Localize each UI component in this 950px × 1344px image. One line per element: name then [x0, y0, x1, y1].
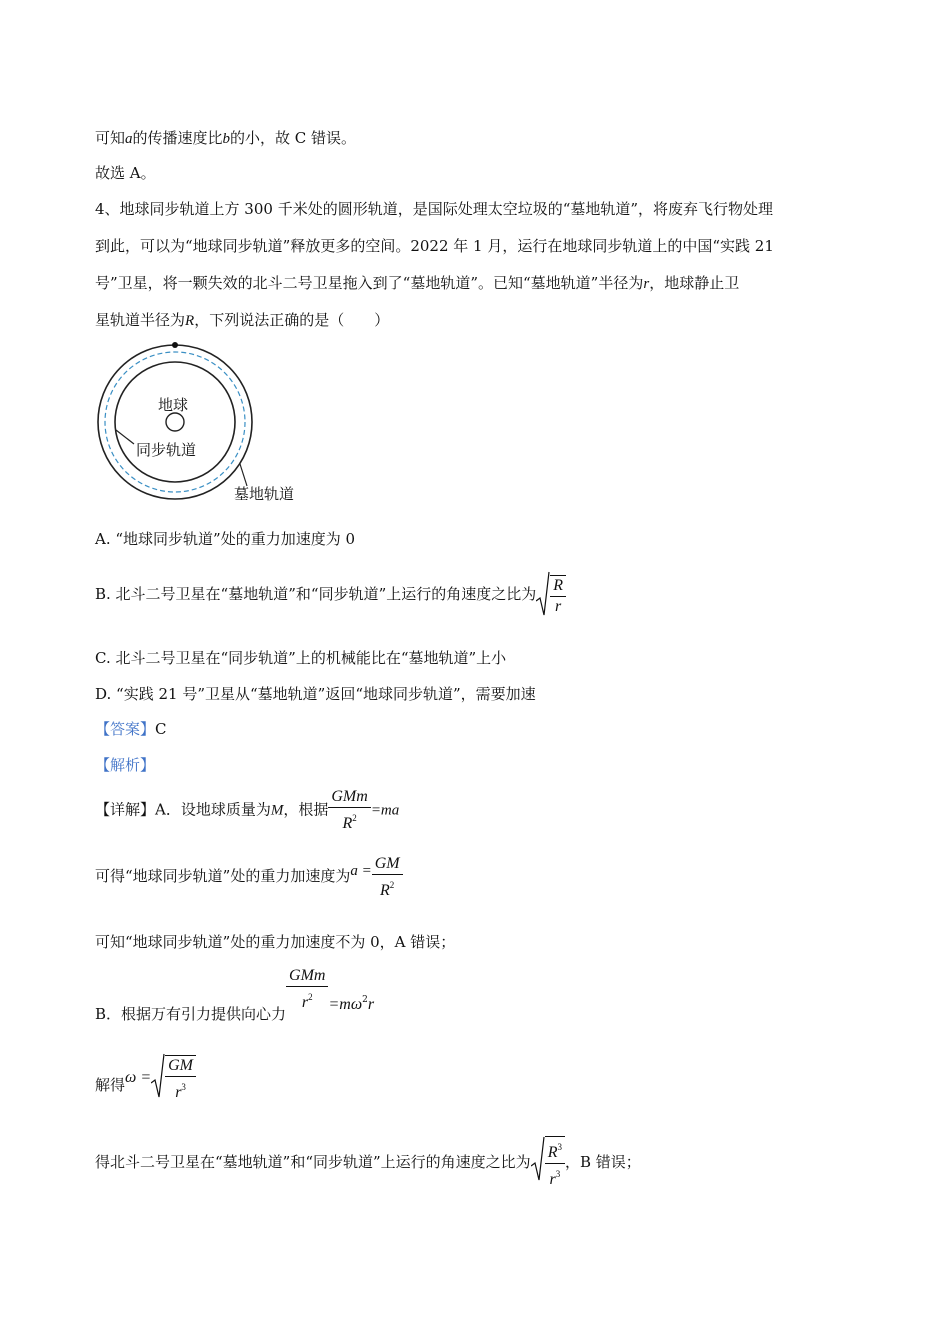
eq4-fraction — [165, 1055, 196, 1103]
satellite-dot — [172, 342, 178, 348]
frac-num: GMm — [328, 787, 370, 808]
answer-line — [95, 719, 167, 739]
exponent: 2 — [352, 813, 357, 823]
question-line-3 — [95, 273, 739, 294]
var-a: a — [125, 131, 133, 147]
solution-line-4 — [95, 966, 374, 1038]
solution-line-1 — [95, 787, 399, 834]
solution-text: B．根据万有引力提供向心力 — [95, 1005, 287, 1023]
option-c: C. 北斗二号卫星在“同步轨道”上的机械能比在“墓地轨道”上小 — [95, 649, 507, 667]
frac-num: GMm — [286, 966, 328, 987]
question-text: ，下列说法正确的是（ ） — [194, 311, 390, 329]
question-line-1: 4、地球同步轨道上方 300 千米处的圆形轨道，是国际处理太空垃圾的“墓地轨道”，将废弃飞行物处理 — [95, 200, 774, 218]
orbit-figure — [92, 340, 312, 505]
sync-orbit-label: 同步轨道 — [136, 441, 197, 459]
prev-text: 可知 — [95, 129, 126, 147]
frac-den: r — [301, 994, 309, 1011]
exponent: 2 — [308, 992, 313, 1002]
var-M: M — [270, 802, 284, 819]
question-text: 星轨道半径为 — [95, 311, 186, 329]
var-R: R — [185, 313, 195, 329]
exponent: 2 — [389, 879, 395, 890]
answer-label: 【答案】 — [95, 720, 156, 738]
frac-den: r — [555, 598, 562, 615]
eq3-fraction — [286, 966, 328, 1013]
solution-text: A．设地球质量为 — [155, 800, 271, 819]
solution-text: ，根据 — [283, 800, 329, 819]
prev-text: 的小，故 C 错误。 — [230, 129, 357, 147]
frac-den: r — [549, 1171, 556, 1188]
eq5-fraction — [545, 1136, 565, 1190]
prev-line-2: 故选 A。 — [95, 164, 156, 182]
frac-num: GM — [372, 854, 403, 875]
sync-orbit-circle — [115, 362, 235, 482]
frac-den: R — [380, 881, 390, 899]
question-line-2: 到此，可以为“地球同步轨道”释放更多的空间。2022 年 1 月，运行在地球同步轨道上的中国“实践 21 — [95, 237, 774, 255]
eq4-lhs: ω = — [125, 1069, 152, 1086]
detail-label: 【详解】 — [95, 800, 156, 819]
frac-den: r — [175, 1084, 182, 1101]
option-b-fraction — [550, 575, 566, 617]
eq4-sqrt — [151, 1053, 196, 1103]
earth-label: 地球 — [158, 396, 189, 414]
frac-num: R — [550, 576, 566, 597]
grave-orbit-circle — [98, 345, 252, 499]
solution-text: ，B 错误； — [564, 1153, 641, 1171]
solution-line-2 — [95, 847, 403, 901]
eq3-rhs: =mω — [328, 996, 363, 1013]
solution-text: 可得“地球同步轨道”处的重力加速度为 — [95, 867, 351, 885]
orbit-diagram — [92, 340, 312, 505]
prev-text: 的传播速度比 — [132, 129, 223, 147]
option-d: D. “实践 21 号”卫星从“墓地轨道”返回“地球同步轨道”，需要加速 — [95, 685, 536, 703]
eq3-rhs-r: r — [367, 996, 375, 1013]
earth-circle — [166, 413, 184, 431]
exponent: 3 — [555, 1169, 561, 1179]
var-r: r — [643, 276, 650, 292]
eq5-sqrt — [531, 1136, 565, 1190]
option-b-text: B. 北斗二号卫星在“墓地轨道”和“同步轨道”上运行的角速度之比为 — [95, 585, 537, 603]
solution-line-5 — [95, 1052, 196, 1110]
radical-sign — [151, 1053, 165, 1099]
grave-orbit-label: 墓地轨道 — [234, 485, 295, 503]
question-line-4 — [95, 310, 389, 331]
solution-text: 得北斗二号卫星在“墓地轨道”和“同步轨道”上运行的角速度之比为 — [95, 1153, 531, 1171]
frac-den: R — [342, 815, 353, 832]
question-text: ，地球静止卫 — [649, 274, 740, 292]
prev-line-1 — [95, 128, 356, 149]
eq2-fraction — [372, 854, 403, 901]
solution-text: 解得 — [95, 1076, 126, 1094]
analysis-label: 【解析】 — [95, 756, 156, 774]
exponent: 3 — [181, 1082, 186, 1092]
var-b: b — [222, 131, 231, 147]
option-b — [95, 570, 566, 619]
dashed-orbit-circle — [105, 352, 245, 492]
radical-sign — [536, 571, 550, 617]
solution-line-3: 可知“地球同步轨道”处的重力加速度不为 0，A 错误； — [95, 933, 456, 951]
frac-num: R — [547, 1144, 558, 1161]
exponent: 3 — [557, 1142, 562, 1152]
eq2-lhs: a = — [350, 863, 372, 879]
option-a: A. “地球同步轨道”处的重力加速度为 0 — [95, 530, 356, 548]
question-text: 号”卫星，将一颗失效的北斗二号卫星拖入到了“墓地轨道”。已知“墓地轨道”半径为 — [95, 274, 644, 292]
answer-value: C — [155, 720, 167, 738]
frac-num: GM — [165, 1056, 196, 1077]
radical-sign — [531, 1136, 545, 1182]
exponent: 2 — [362, 995, 368, 1005]
eq1-rhs: =ma — [370, 802, 400, 819]
solution-line-6 — [95, 1136, 641, 1190]
eq1-fraction — [328, 787, 370, 834]
option-b-sqrt — [536, 571, 566, 619]
